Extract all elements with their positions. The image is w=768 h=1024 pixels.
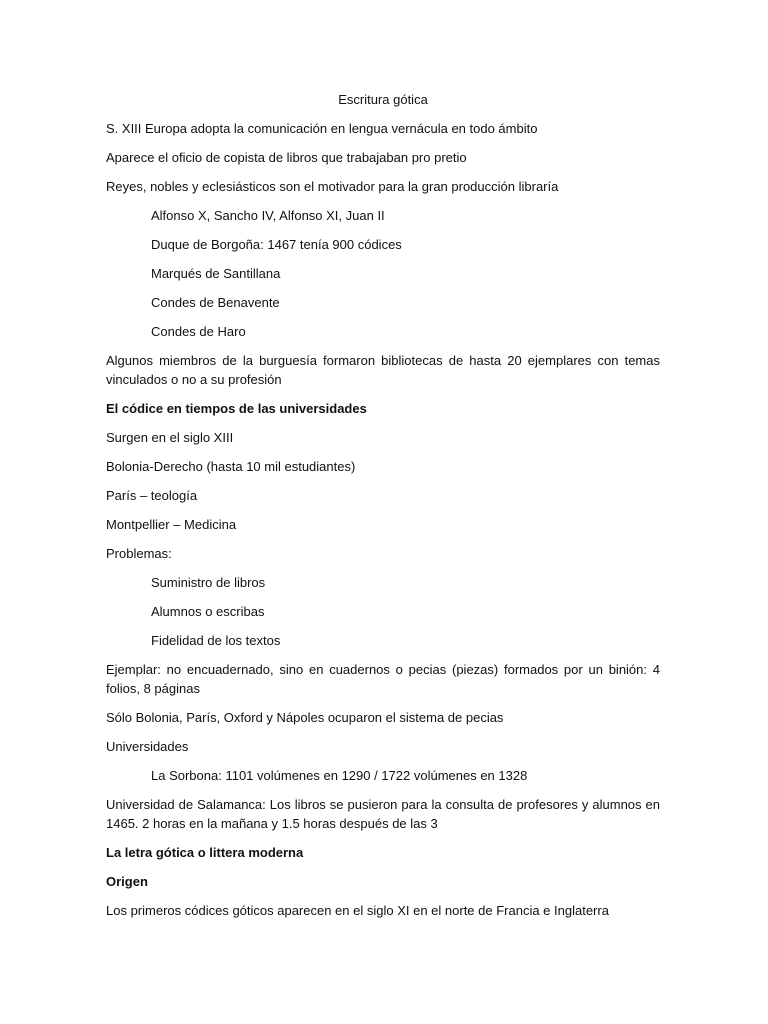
section-heading: El códice en tiempos de las universidades (106, 401, 367, 416)
paragraph: Aparece el oficio de copista de libros que trabajaban pro pretio (106, 150, 467, 165)
list-item: Alfonso X, Sancho IV, Alfonso XI, Juan II (151, 208, 385, 223)
paragraph: Montpellier – Medicina (106, 517, 237, 532)
paragraph: Surgen en el siglo XIII (106, 430, 234, 445)
list-item: Condes de Haro (151, 324, 246, 339)
paragraph: Universidad de Salamanca: Los libros se pusieron para la consulta de profesores y alumnos en 1465. 2 horas en la mañana y 1.5 horas después de las 3 (106, 797, 660, 831)
paragraph: S. XIII Europa adopta la comunicación en lengua vernácula en todo ámbito (106, 121, 538, 136)
list-item: Alumnos o escribas (151, 604, 265, 619)
paragraph: París – teología (106, 488, 198, 503)
list-item: Marqués de Santillana (151, 266, 281, 281)
paragraph: Sólo Bolonia, París, Oxford y Nápoles ocuparon el sistema de pecias (106, 710, 504, 725)
paragraph: Reyes, nobles y eclesiásticos son el motivador para la gran producción libraría (106, 179, 559, 194)
paragraph: Ejemplar: no encuadernado, sino en cuadernos o pecias (piezas) formados por un binión: 4 folios, 8 páginas (106, 662, 660, 696)
paragraph: Los primeros códices góticos aparecen en el siglo XI en el norte de Francia e Inglaterra (106, 903, 609, 918)
section-heading: La letra gótica o littera moderna (106, 845, 304, 860)
subsection-heading: Origen (106, 874, 148, 889)
paragraph: Algunos miembros de la burguesía formaron bibliotecas de hasta 20 ejemplares con temas vinculados o no a su profesión (106, 353, 660, 387)
paragraph: Universidades (106, 739, 189, 754)
paragraph: Problemas: (106, 546, 172, 561)
document-title: Escritura gótica (338, 92, 428, 107)
list-item: La Sorbona: 1101 volúmenes en 1290 / 1722 volúmenes en 1328 (151, 768, 528, 783)
list-item: Duque de Borgoña: 1467 tenía 900 códices (151, 237, 402, 252)
paragraph: Bolonia-Derecho (hasta 10 mil estudiantes) (106, 459, 356, 474)
list-item: Suministro de libros (151, 575, 266, 590)
list-item: Fidelidad de los textos (151, 633, 281, 648)
list-item: Condes de Benavente (151, 295, 280, 310)
document-page (106, 90, 660, 930)
